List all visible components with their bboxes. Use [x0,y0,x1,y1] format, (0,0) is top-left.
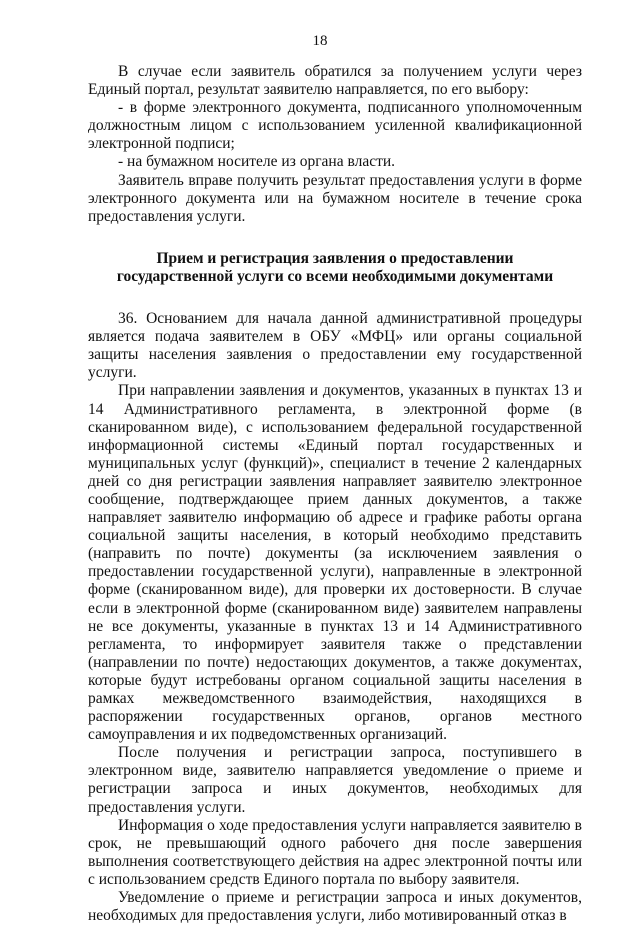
paragraph: Уведомление о приеме и регистрации запроса и иных документов, необходимых для предоставления услуги, либо мотивированный отказ в [88,889,582,925]
paragraph: - на бумажном носителе из органа власти. [118,153,396,171]
paragraph: В случае если заявитель обратился за получением услуги через Единый портал, результат заявителю направляется, по его выбору: [88,63,582,99]
paragraph: 36. Основанием для начала данной административной процедуры является подача заявителем в ОБУ «МФЦ» или органы социальной защиты населения заявления о предоставлении ему государственной услуги. [88,310,582,382]
section-heading-line: государственной услуги со всеми необходимыми документами [116,267,554,285]
paragraph: Информация о ходе предоставления услуги направляется заявителю в срок, не превышающий одного рабочего дня после завершения выполнения соответствующего действия на адрес электронной почты или с использованием средств Единого портала по выбору заявителя. [88,816,582,888]
paragraph: Заявитель вправе получить результат предоставления услуги в форме электронного документа или на бумажном носителе в течение срока предоставления услуги. [88,171,582,225]
section-heading [88,250,582,286]
document-body [88,63,582,925]
paragraph: После получения и регистрации запроса, поступившего в электронном виде, заявителю направляется уведомление о приеме и регистрации запроса и иных документов, необходимых для предоставления услуги. [88,744,582,816]
page-number: 18 [312,33,328,49]
paragraph: - в форме электронного документа, подписанного уполномоченным должностным лицом с использованием усиленной квалификационной электронной подписи; [88,99,582,153]
section-heading-line: Прием и регистрация заявления о предоставлении [156,249,514,267]
paragraph: При направлении заявления и документов, указанных в пунктах 13 и 14 Административного регламента, в электронной форме (в сканированном виде), с использованием федеральной государственной информационной системы «Единый портал государственных и муниципальных услуг (функций)», специалист в течение 2 календарных дней со дня регистрации заявления направляет заявителю электронное сообщение, подтверждающее прием данных документов, а также направляет заявителю информацию об адресе и графике работы органа социальной защиты населения, в который необходимо представить (направить по почте) документы (за исключением заявления о предоставлении государственной услуги), направленные в электронной форме (сканированном виде), для проверки их достоверности. В случае если в электронной форме (сканированном виде) заявителем направлены не все документы, указанные в пунктах 13 и 14 Административного регламента, то информирует заявителя также о представлении (направлении по почте) недостающих документов, а также документах, которые будут истребованы органом социальной защиты населения в рамках межведомственного взаимодействия, находящихся в распоряжении государственных органов, органов местного самоуправления и их подведомственных организаций. [88,382,582,744]
